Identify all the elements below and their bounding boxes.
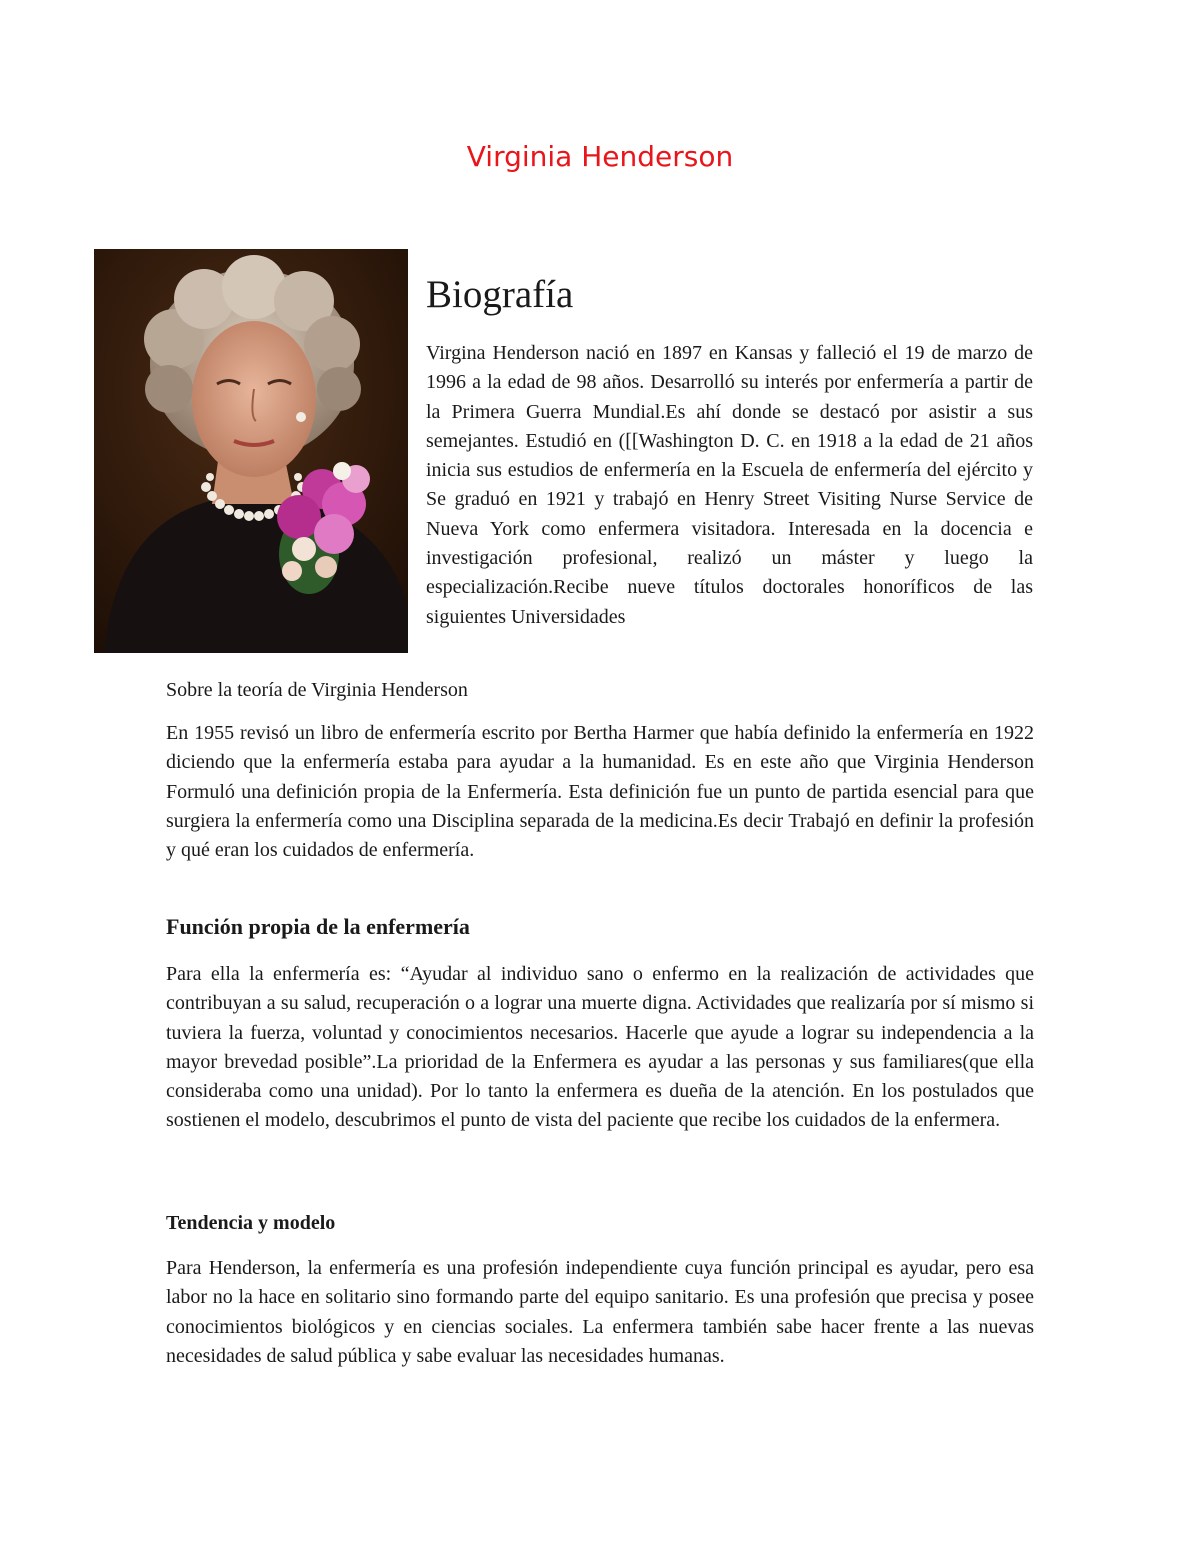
biography-heading: Biografía (426, 273, 574, 316)
trend-heading: Tendencia y modelo (166, 1212, 336, 1234)
trend-paragraph: Para Henderson, la enfermería es una profesión independiente cuya función principal es ayudar, pero esa labor no la hace en solitario sino formando parte del equipo sanitario. Es una profesión que precisa y posee conocimientos biológicos y en ciencias sociales. La enfermera también sabe hacer frente a las nuevas necesidades de salud pública y sabe evaluar las necesidades humanas. (166, 1257, 1034, 1367)
theory-paragraph: En 1955 revisó un libro de enfermería escrito por Bertha Harmer que había definido la enfermería en 1922 diciendo que la enfermería estaba para ayudar a la humanidad. Es en este año que Virginia Henderson Formuló una definición propia de la Enfermería. Esta definición fue un punto de partida esencial para que surgiera la enfermería como una Disciplina separada de la medicina.Es decir Trabajó en definir la profesión y qué eran los cuidados de enfermería. (166, 722, 1034, 862)
biography-paragraph: Virgina Henderson nació en 1897 en Kansas y falleció el 19 de marzo de 1996 a la edad de 98 años. Desarrolló su interés por enfermería a partir de la Primera Guerra Mundial.Es ahí donde se destacó por asistir a sus semejantes. Estudió en ([[Washington D. C. en 1918 a la edad de 21 años inicia sus estudios de enfermería en la Escuela de enfermería del ejército y Se graduó en 1921 y trabajó en Henry Street Visiting Nurse Service de Nueva York como enfermera visitadora. Interesada en la docencia e investigación profesional, realizó un máster y luego la especialización.Recibe nueve títulos doctorales honoríficos de las siguientes Universidades (426, 342, 1033, 628)
portrait-illustration (94, 249, 408, 653)
function-heading: Función propia de la enfermería (166, 914, 470, 939)
function-paragraph: Para ella la enfermería es: “Ayudar al individuo sano o enfermo en la realización de actividades que contribuyan a su salud, recuperación o a lograr una muerte digna. Actividades que realizaría por sí mismo si tuviera la fuerza, voluntad y conocimientos necesarios. Hacerle que ayude a lograr su independencia a la mayor brevedad posible”.La prioridad de la Enfermera es ayudar a las personas y sus familiares(que ella consideraba como una unidad). Por lo tanto la enfermera es dueña de la atención. En los postulados que sostienen el modelo, descubrimos el punto de vista del paciente que recibe los cuidados de la enfermera. (166, 963, 1034, 1132)
theory-intro: Sobre la teoría de Virginia Henderson (166, 679, 468, 701)
document-title: Virginia Henderson (466, 140, 734, 173)
portrait-photo (94, 249, 408, 653)
